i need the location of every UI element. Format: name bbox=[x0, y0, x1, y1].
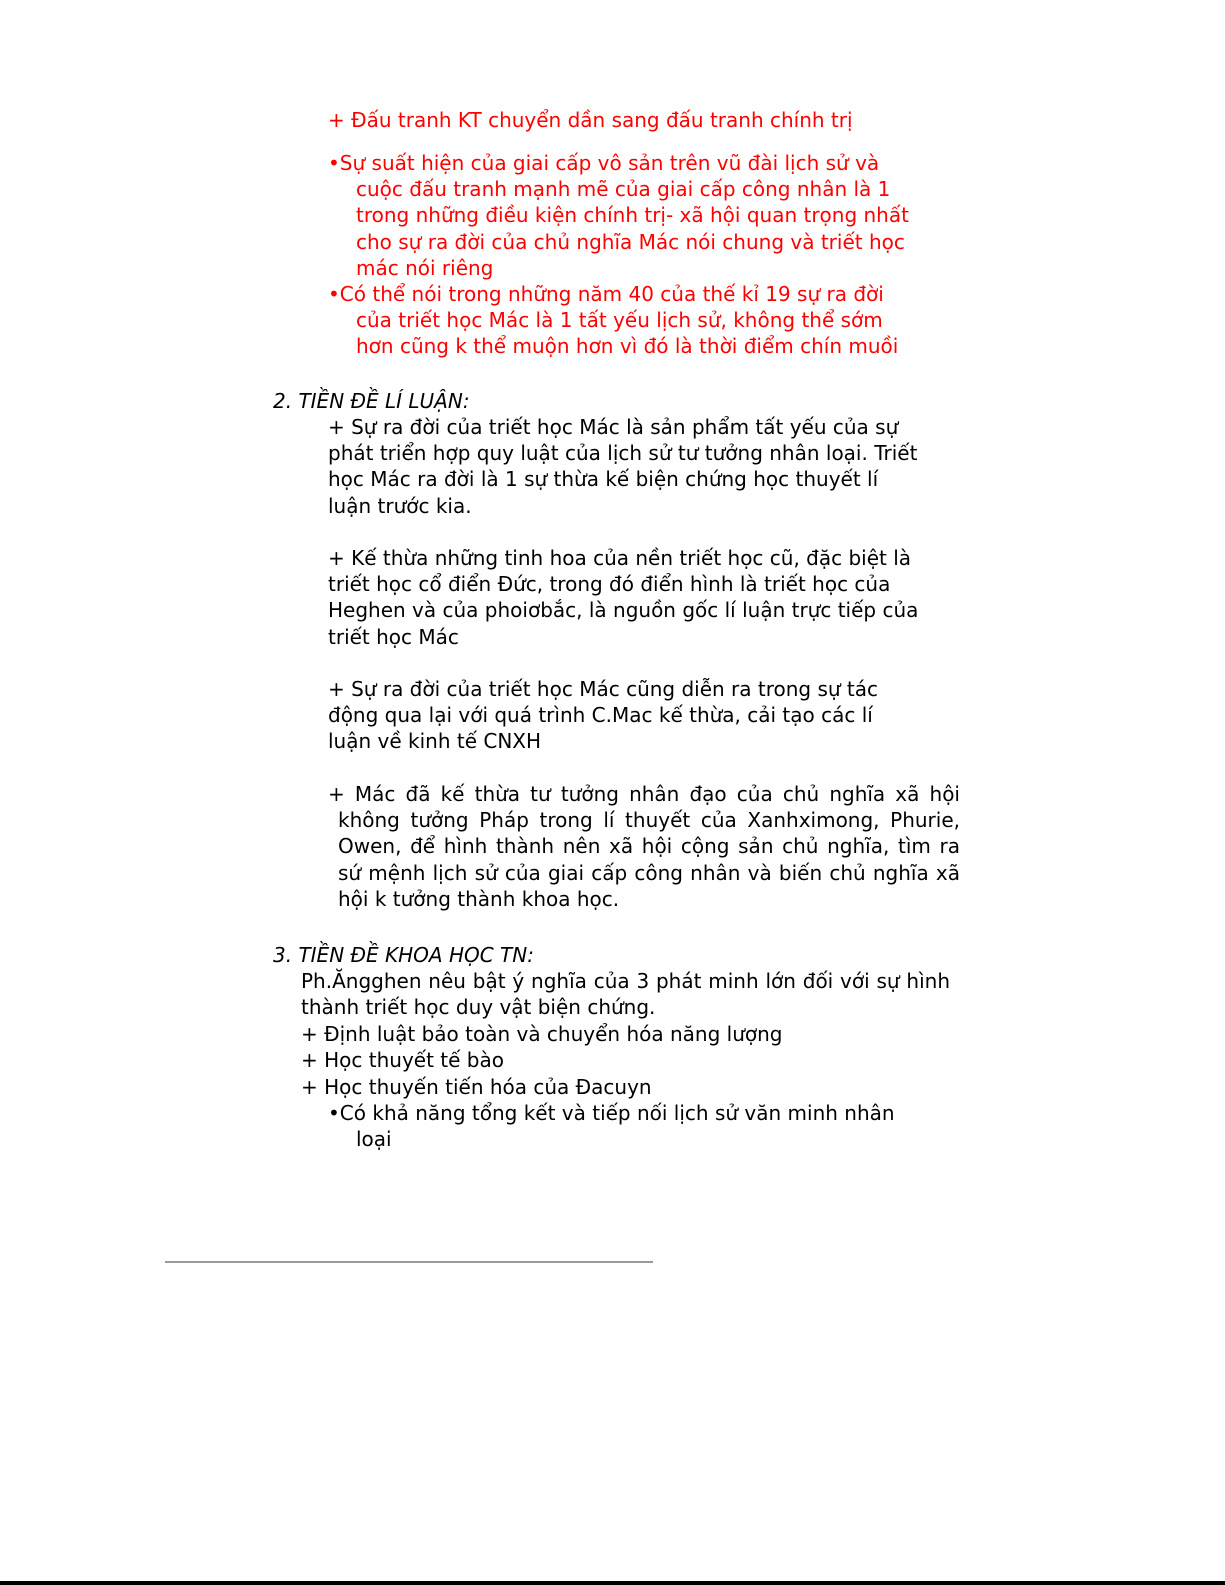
bullet-line: hơn cũng k thể muộn hơn vì đó là thời điểm chín muồi bbox=[356, 334, 899, 359]
bullet-line: •Sự suất hiện của giai cấp vô sản trên vũ đài lịch sử và bbox=[328, 151, 880, 175]
footnote-separator bbox=[165, 1261, 653, 1263]
discovery-item: + Học thuyến tiến hóa của Đacuyn bbox=[301, 1075, 652, 1099]
discovery-item: + Học thuyết tế bào bbox=[301, 1048, 504, 1072]
paragraph-line: + Sự ra đời của triết học Mác là sản phẩm tất yếu của sự bbox=[328, 415, 899, 439]
heading-theoretical-premise: 2. TIỀN ĐỀ LÍ LUẬN: bbox=[273, 389, 470, 413]
paragraph-line: + Kế thừa những tinh hoa của nền triết học cũ, đặc biệt là bbox=[328, 546, 912, 570]
paragraph-line: luận trước kia. bbox=[328, 493, 472, 518]
struggle-line: + Đấu tranh KT chuyển dần sang đấu tranh chính trị bbox=[328, 108, 853, 132]
bullet-civilization bbox=[328, 1100, 948, 1152]
bullet-line: của triết học Mác là 1 tất yếu lịch sử, không thể sớm bbox=[356, 308, 883, 333]
paragraph-line: Heghen và của phoiơbắc, là nguồn gốc lí luận trực tiếp của bbox=[328, 598, 919, 623]
bullet-line: cuộc đấu tranh mạnh mẽ của giai cấp công nhân là 1 bbox=[356, 177, 891, 202]
paragraph-theory-2 bbox=[328, 545, 958, 650]
paragraph-line: phát triển hợp quy luật của lịch sử tư tưởng nhân loại. Triết bbox=[328, 441, 918, 466]
paragraph-line: luận về kinh tế CNXH bbox=[328, 729, 542, 754]
bullet-line: mác nói riêng bbox=[356, 255, 494, 280]
bullet-working-class bbox=[328, 150, 948, 281]
bullet-line: loại bbox=[356, 1127, 392, 1152]
paragraph-line: triết học cổ điển Đức, trong đó điển hình là triết học của bbox=[328, 572, 891, 597]
paragraph-line: học Mác ra đời là 1 sự thừa kế biện chứng học thuyết lí bbox=[328, 467, 879, 492]
paragraph-line: động qua lại với quá trình C.Mac kế thừa, cải tạo các lí bbox=[328, 703, 873, 728]
discovery-item: + Định luật bảo toàn và chuyển hóa năng lượng bbox=[301, 1022, 783, 1046]
paragraph-engels-intro: Ph.Ăngghen nêu bật ý nghĩa của 3 phát minh lớn đối với sự hình thành triết học duy vật biện chứng. bbox=[301, 969, 950, 1020]
paragraph-theory-4: + Mác đã kế thừa tư tưởng nhân đạo của chủ nghĩa xã hội không tưởng Pháp trong lí thuyết của Xanhximong, Phurie, Owen, để hình thành nên xã hội cộng sản chủ nghĩa, tìm ra sứ mệnh lịch sử của giai cấp công nhân và biến chủ nghĩa xã hội k tưởng thành khoa học. bbox=[328, 782, 960, 911]
paragraph-theory-3 bbox=[328, 676, 958, 755]
paragraph-line: + Sự ra đời của triết học Mác cũng diễn ra trong sự tác bbox=[328, 677, 879, 701]
bullet-line: trong những điều kiện chính trị- xã hội quan trọng nhất bbox=[356, 203, 909, 228]
page-bottom-edge bbox=[0, 1581, 1225, 1585]
bullet-line: cho sự ra đời của chủ nghĩa Mác nói chung và triết học bbox=[356, 229, 905, 254]
bullet-line: •Có thể nói trong những năm 40 của thế kỉ 19 sự ra đời bbox=[328, 282, 884, 306]
paragraph-line: triết học Mác bbox=[328, 624, 459, 649]
bullet-line: •Có khả năng tổng kết và tiếp nối lịch sử văn minh nhân bbox=[328, 1101, 895, 1125]
heading-natural-science-premise: 3. TIỀN ĐỀ KHOA HỌC TN: bbox=[273, 943, 534, 967]
bullet-historical-necessity bbox=[328, 281, 948, 360]
paragraph-theory-1 bbox=[328, 414, 958, 519]
